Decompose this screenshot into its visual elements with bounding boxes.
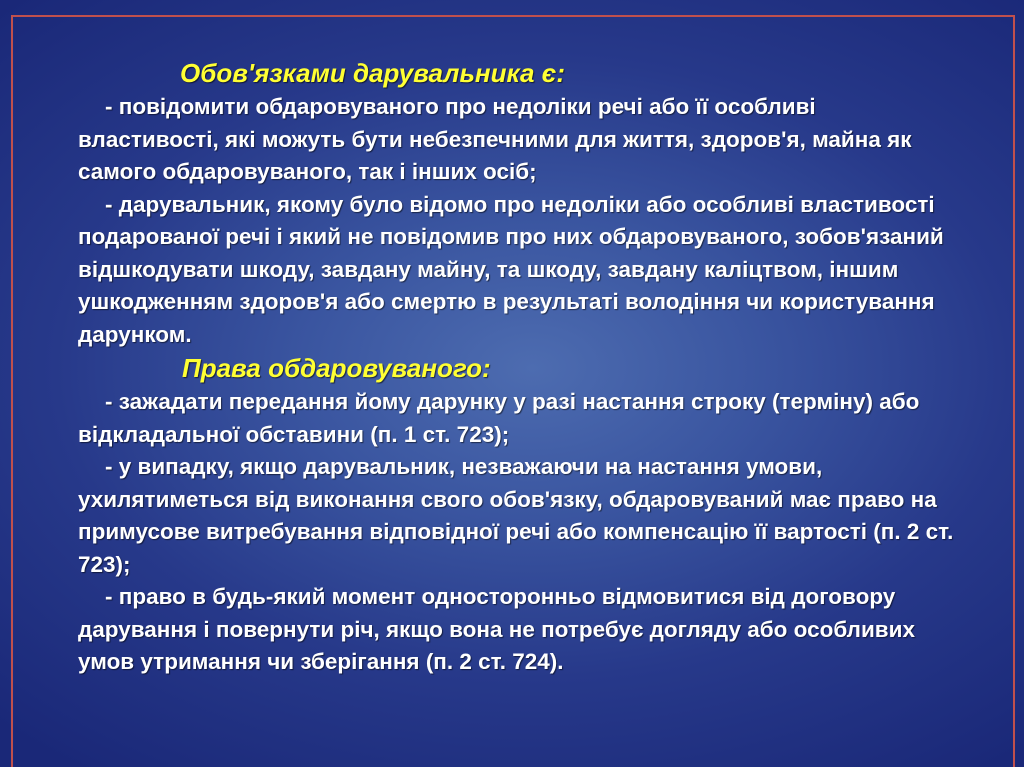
heading-donee-rights: Права обдаровуваного: xyxy=(182,353,491,383)
paragraph-right-3: - право в будь-який момент односторонньо відмовитися від договору дарування і повернути річ, якщо вона не потребує догляду або особливих умов утримання чи зберігання (п. 2 ст. 724). xyxy=(78,584,915,674)
paragraph-duty-1: - повідомити обдаровуваного про недоліки речі або її особливі властивості, які можуть бути небезпечними для життя, здоров'я, майна як самого обдаровуваного, так і інших осіб; xyxy=(78,94,912,184)
slide-content xyxy=(78,56,958,679)
heading-donor-duties: Обов'язками дарувальника є: xyxy=(180,58,565,88)
paragraph-right-1: - зажадати передання йому дарунку у разі настання строку (терміну) або відкладальної обставини (п. 1 ст. 723); xyxy=(78,389,920,447)
paragraph-duty-2: - дарувальник, якому було відомо про недоліки або особливі властивості подарованої речі і який не повідомив про них обдаровуваного, зобов'язаний відшкодувати шкоду, завдану майну, та шкоду, завдану каліцтвом, іншим ушкодженням здоров'я або смертю в результаті володіння чи користування дарунком. xyxy=(78,191,944,347)
paragraph-right-2: - у випадку, якщо дарувальник, незважаючи на настання умови, ухилятиметься від виконання свого обов'язку, обдаровуваний має право на примусове витребування відповідної речі або компенсацію її вартості (п. 2 ст. 723); xyxy=(78,454,954,577)
